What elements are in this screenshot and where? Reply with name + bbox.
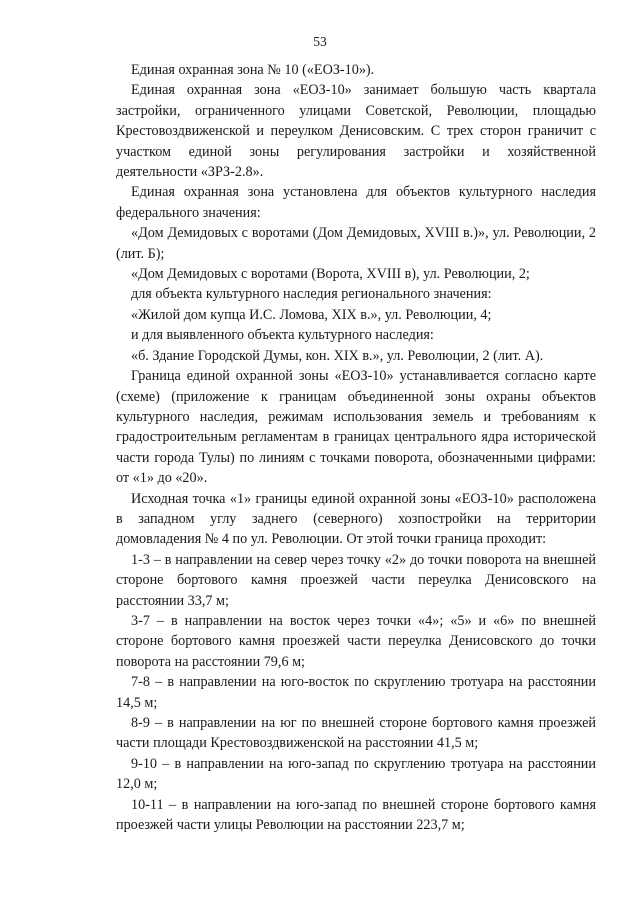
boundary-segment: 10-11 – в направлении на юго-запад по внешней стороне бортового камня проезжей части улицы Революции на расстоянии 223,7 м; xyxy=(116,796,596,834)
boundary-segment: 3-7 – в направлении на восток через точки «4»; «5» и «6» по внешней стороне бортового камня проезжей части переулка Денисовского до точки поворота на расстоянии 79,6 м; xyxy=(116,612,596,670)
document-body xyxy=(116,60,596,835)
object-entry: «б. Здание Городской Думы, кон. XIX в.», ул. Революции, 2 (лит. А). xyxy=(131,347,544,364)
object-entry: «Дом Демидовых с воротами (Ворота, XVIII в), ул. Революции, 2; xyxy=(131,266,530,283)
paragraph: Единая охранная зона «ЕОЗ-10» занимает большую часть квартала застройки, ограниченного улицами Советской, Революции, площадью Крестовоздвиженской и переулком Денисовским. С трех сторон граничит с участком единой зоны регулирования застройки и хозяйственной деятельности «ЗРЗ-2.8». xyxy=(116,82,596,181)
boundary-segment: 7-8 – в направлении на юго-восток по скруглению тротуара на расстоянии 14,5 м; xyxy=(116,674,596,711)
paragraph: и для выявленного объекта культурного наследия: xyxy=(131,327,434,344)
boundary-segment: 8-9 – в направлении на юг по внешней стороне бортового камня проезжей части площади Крестовоздвиженской на расстоянии 41,5 м; xyxy=(116,715,596,752)
object-entry: «Жилой дом купца И.С. Ломова, XIX в.», ул. Революции, 4; xyxy=(131,306,492,323)
boundary-segment: 1-3 – в направлении на север через точку «2» до точки поворота на внешней стороне бортового камня проезжей части переулка Денисовского на расстоянии 33,7 м; xyxy=(116,551,596,609)
zone-heading: Единая охранная зона № 10 («ЕОЗ-10»). xyxy=(131,62,375,78)
paragraph: Единая охранная зона установлена для объектов культурного наследия федерального значения: xyxy=(116,184,596,221)
paragraph: Граница единой охранной зоны «ЕОЗ-10» устанавливается согласно карте (схеме) (приложение к границам объединенной зоны охраны объектов культурного наследия, режимам использования земель и требованиям к градостроительным регламентам в границах центрального ядра исторической части города Тулы) по линиям с точками поворота, обозначенными цифрами: от «1» до «20». xyxy=(116,368,596,487)
boundary-segment: 9-10 – в направлении на юго-запад по скруглению тротуара на расстоянии 12,0 м; xyxy=(116,755,596,793)
paragraph: для объекта культурного наследия регионального значения: xyxy=(131,286,492,303)
object-entry: «Дом Демидовых с воротами (Дом Демидовых, XVIII в.)», ул. Революции, 2 (лит. Б); xyxy=(116,225,596,262)
page-number: 53 xyxy=(313,34,327,49)
paragraph: Исходная точка «1» границы единой охранной зоны «ЕОЗ-10» расположена в западном углу заднего (северного) хозпостройки на территории домовладения № 4 по ул. Революции. От этой точки граница проходит: xyxy=(116,490,596,548)
